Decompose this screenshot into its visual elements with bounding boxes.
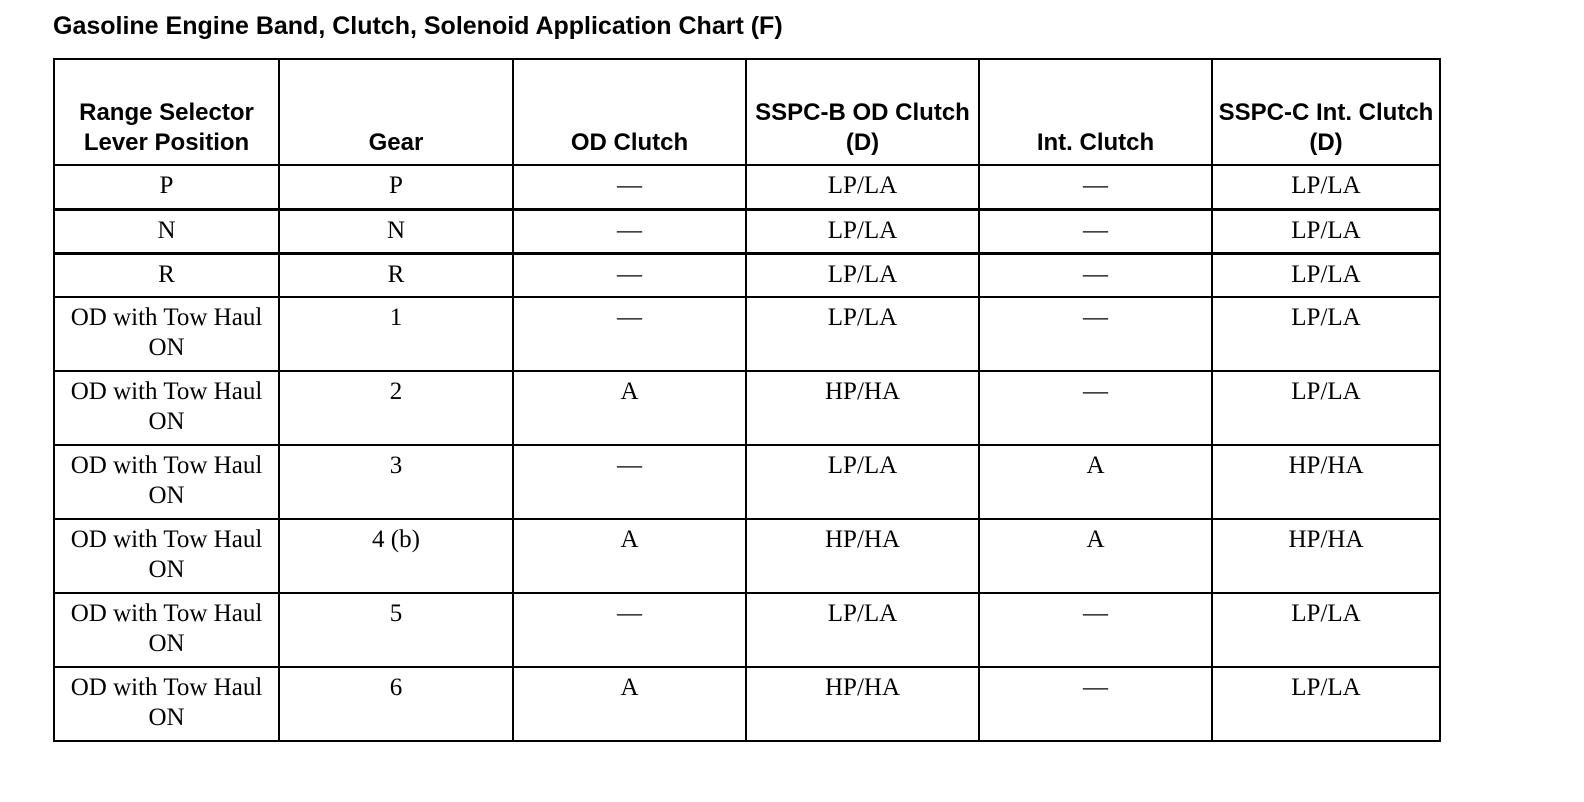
cell-sspc-c: LP/LA [1212,667,1440,741]
cell-range: OD with Tow Haul ON [54,519,279,593]
cell-od-clutch: — [513,297,746,371]
cell-od-clutch: — [513,445,746,519]
cell-sspc-b: LP/LA [746,445,979,519]
cell-sspc-b: LP/LA [746,593,979,667]
table-row [54,445,1440,519]
cell-gear: 2 [279,371,513,445]
cell-sspc-c: LP/LA [1212,253,1440,297]
table-row [54,667,1440,741]
cell-sspc-c: LP/LA [1212,209,1440,253]
cell-sspc-b: LP/LA [746,297,979,371]
cell-gear: 5 [279,593,513,667]
cell-int-clutch: — [979,209,1212,253]
cell-int-clutch: — [979,165,1212,209]
header-range-selector: Range Selector Lever Position [54,59,279,165]
cell-od-clutch: A [513,667,746,741]
header-sspc-b: SSPC-B OD Clutch (D) [746,59,979,165]
table-row [54,593,1440,667]
cell-sspc-b: LP/LA [746,165,979,209]
application-chart-table [53,58,1441,742]
cell-sspc-c: LP/LA [1212,297,1440,371]
cell-sspc-b: LP/LA [746,209,979,253]
cell-sspc-c: LP/LA [1212,593,1440,667]
cell-int-clutch: — [979,371,1212,445]
cell-int-clutch: — [979,297,1212,371]
cell-od-clutch: — [513,593,746,667]
cell-range: OD with Tow Haul ON [54,445,279,519]
cell-od-clutch: — [513,209,746,253]
table-row [54,209,1440,253]
cell-int-clutch: A [979,445,1212,519]
cell-sspc-c: LP/LA [1212,165,1440,209]
chart-title: Gasoline Engine Band, Clutch, Solenoid Application Chart (F) [53,12,783,40]
header-gear: Gear [279,59,513,165]
cell-range: R [54,253,279,297]
header-int-clutch: Int. Clutch [979,59,1212,165]
table-row [54,165,1440,209]
cell-gear: 3 [279,445,513,519]
cell-gear: R [279,253,513,297]
cell-int-clutch: — [979,667,1212,741]
header-row [54,59,1440,165]
cell-od-clutch: — [513,253,746,297]
cell-gear: N [279,209,513,253]
cell-sspc-c: HP/HA [1212,519,1440,593]
cell-sspc-b: HP/HA [746,519,979,593]
cell-range: OD with Tow Haul ON [54,593,279,667]
cell-od-clutch: A [513,371,746,445]
cell-range: OD with Tow Haul ON [54,667,279,741]
cell-int-clutch: — [979,593,1212,667]
cell-sspc-c: LP/LA [1212,371,1440,445]
cell-int-clutch: A [979,519,1212,593]
cell-sspc-b: HP/HA [746,667,979,741]
cell-range: OD with Tow Haul ON [54,297,279,371]
cell-range: N [54,209,279,253]
cell-int-clutch: — [979,253,1212,297]
cell-gear: 4 (b) [279,519,513,593]
table-row [54,297,1440,371]
cell-sspc-b: HP/HA [746,371,979,445]
cell-sspc-b: LP/LA [746,253,979,297]
cell-gear: 6 [279,667,513,741]
table-row [54,519,1440,593]
header-od-clutch: OD Clutch [513,59,746,165]
table-row [54,253,1440,297]
cell-gear: P [279,165,513,209]
cell-sspc-c: HP/HA [1212,445,1440,519]
cell-range: P [54,165,279,209]
cell-od-clutch: A [513,519,746,593]
cell-od-clutch: — [513,165,746,209]
header-sspc-c: SSPC-C Int. Clutch (D) [1212,59,1440,165]
cell-range: OD with Tow Haul ON [54,371,279,445]
table-row [54,371,1440,445]
cell-gear: 1 [279,297,513,371]
